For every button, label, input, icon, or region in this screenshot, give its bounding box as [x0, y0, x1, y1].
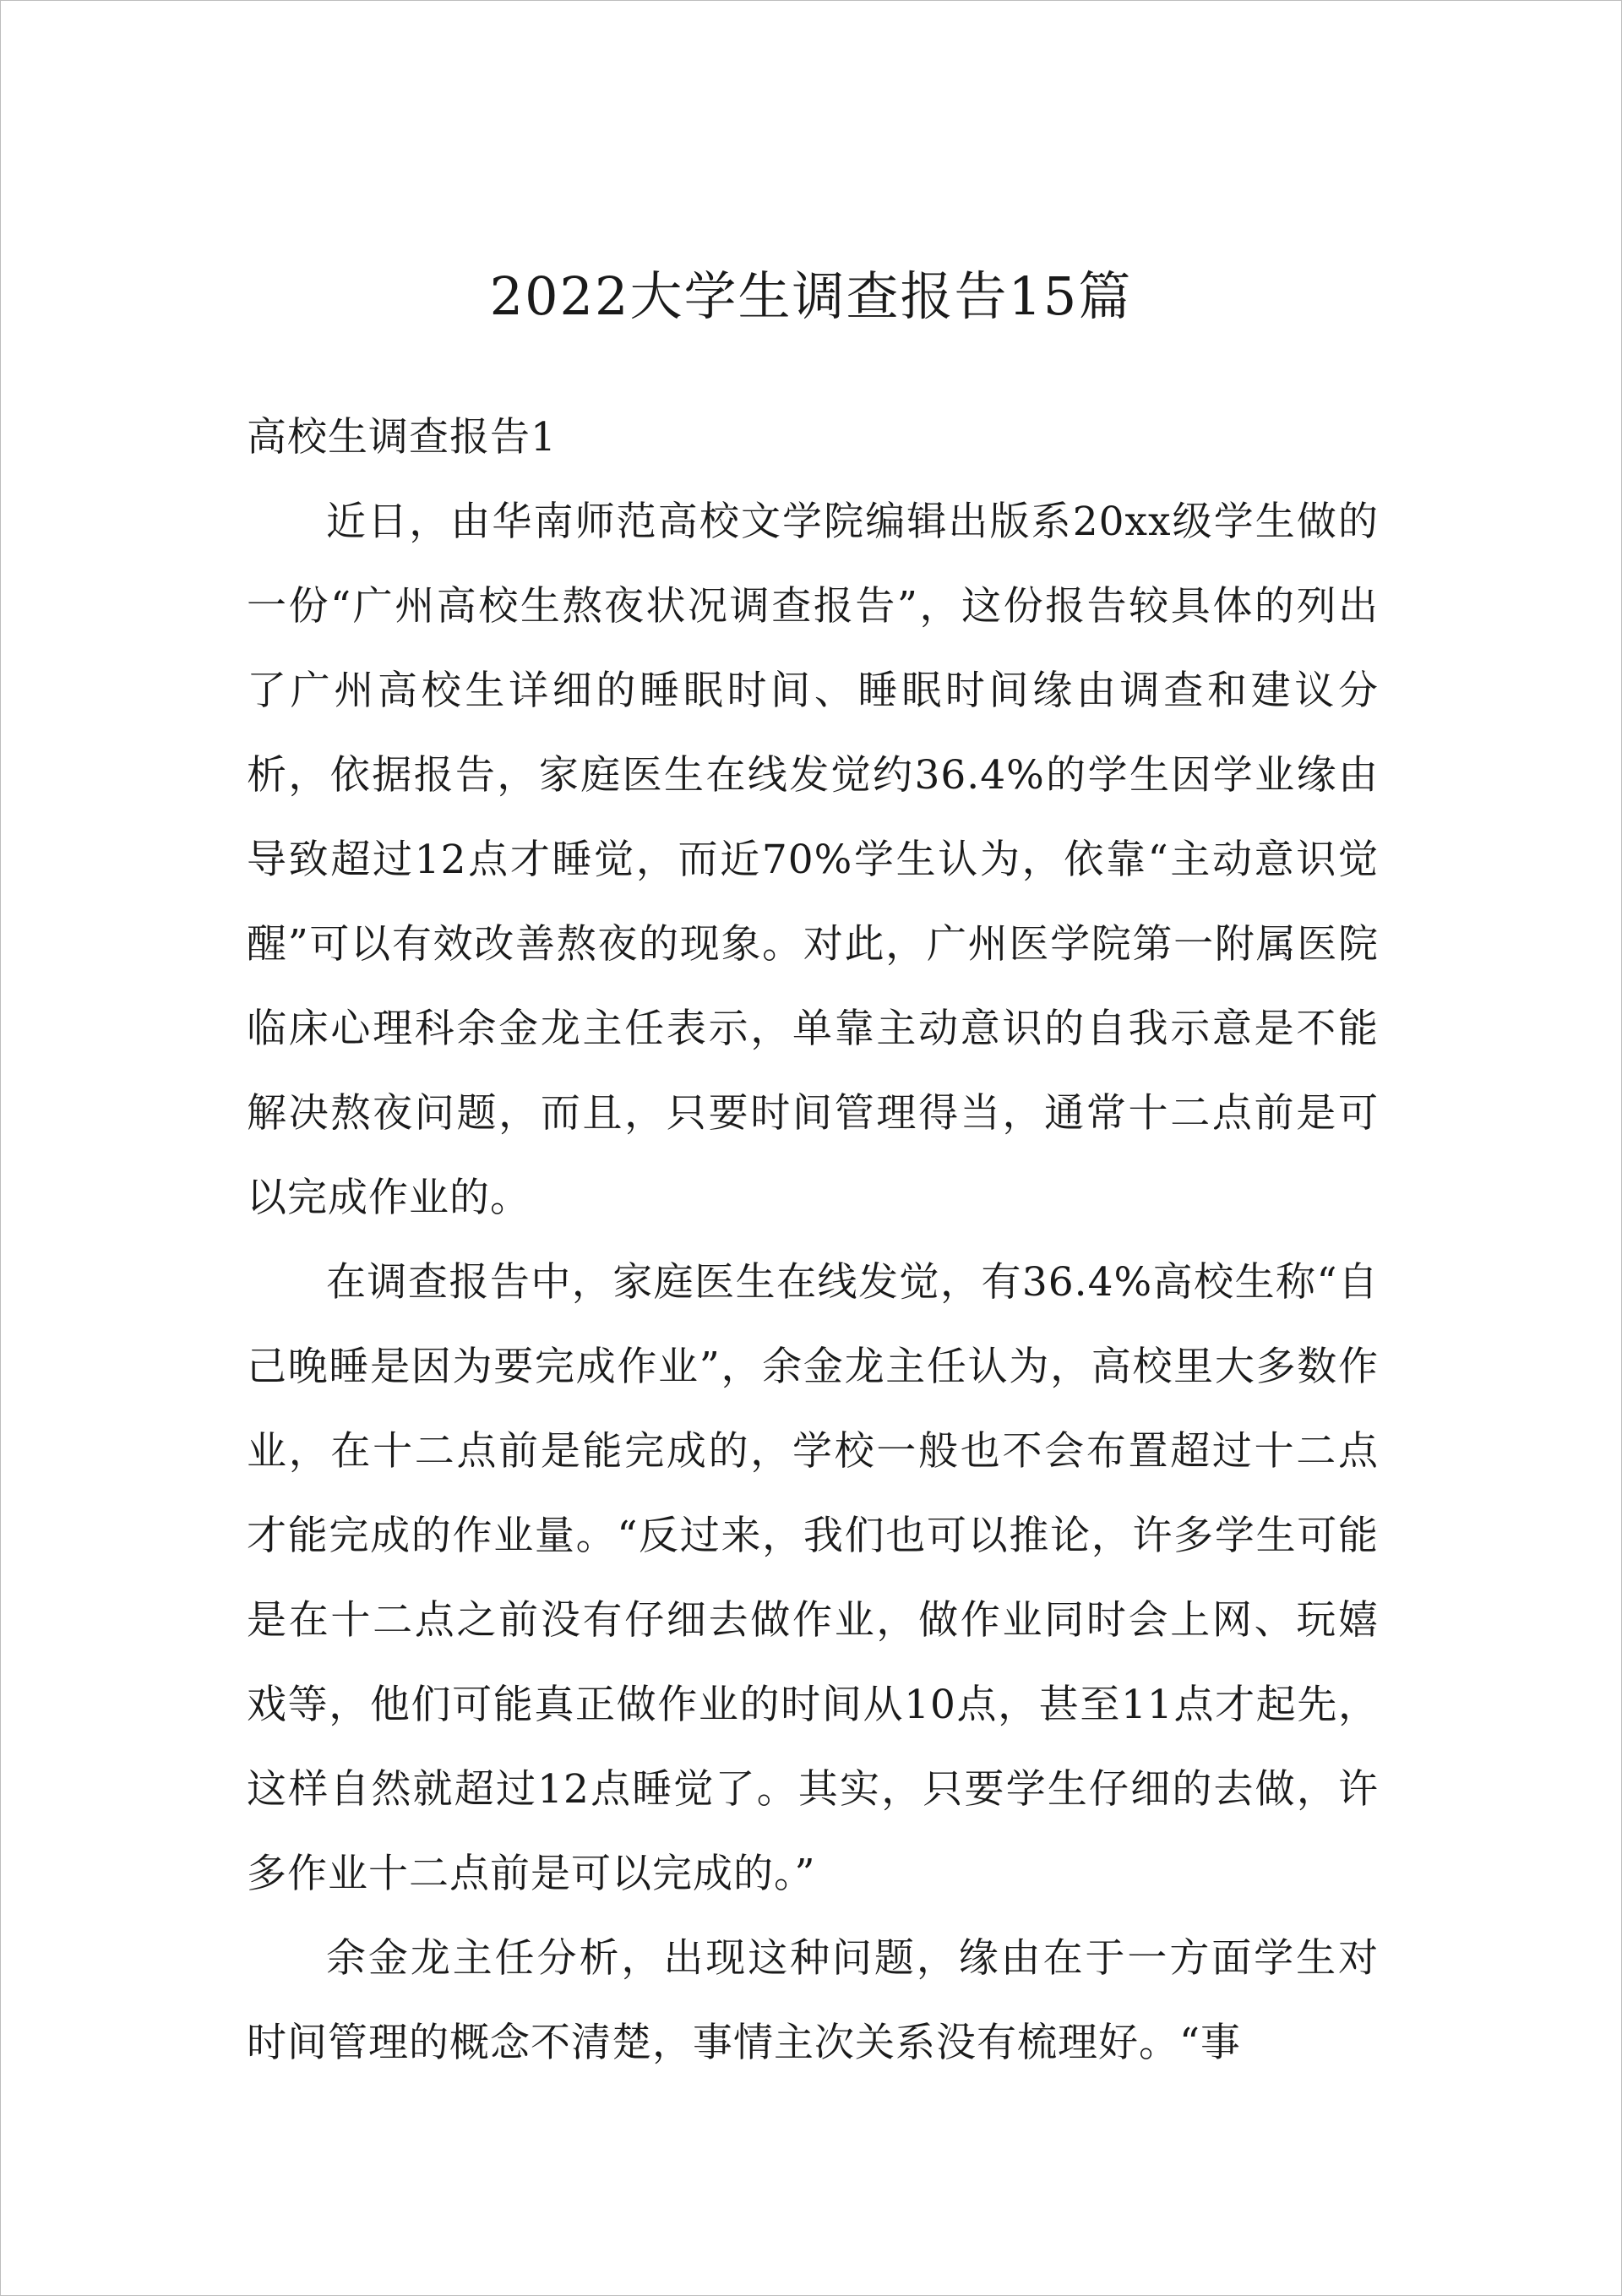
paragraph-3: 余金龙主任分析，出现这种问题，缘由在于一方面学生对时间管理的概念不清楚，事情主次关系没有梳理好。“事 [247, 1935, 1379, 2066]
section-heading: 高校生调查报告1 [247, 414, 557, 461]
document-title: 2022大学生调查报告15篇 [489, 265, 1133, 327]
paragraph-1: 近日，由华南师范高校文学院编辑出版系20xx级学生做的一份“广州高校生熬夜状况调查报告”，这份报告较具体的列出了广州高校生详细的睡眠时间、睡眠时间缘由调查和建议分析，依据报告，家庭医生在线发觉约36.4%的学生因学业缘由导致超过12点才睡觉，而近70%学生认为，依靠“主动意识觉醒”可以有效改善熬夜的现象。对此，广州医学院第一附属医院临床心理科余金龙主任表示，单靠主动意识的自我示意是不能解决熬夜问题，而且，只要时间管理得当，通常十二点前是可以完成作业的。 [247, 499, 1379, 1221]
paragraph-2: 在调查报告中，家庭医生在线发觉，有36.4%高校生称“自己晚睡是因为要完成作业”，余金龙主任认为，高校里大多数作业，在十二点前是能完成的，学校一般也不会布置超过十二点才能完成的作业量。“反过来，我们也可以推论，许多学生可能是在十二点之前没有仔细去做作业，做作业同时会上网、玩嬉戏等，他们可能真正做作业的时间从10点，甚至11点才起先，这样自然就超过12点睡觉了。其实，只要学生仔细的去做，许多作业十二点前是可以完成的。” [247, 1259, 1379, 1897]
document-body [247, 395, 1379, 2086]
